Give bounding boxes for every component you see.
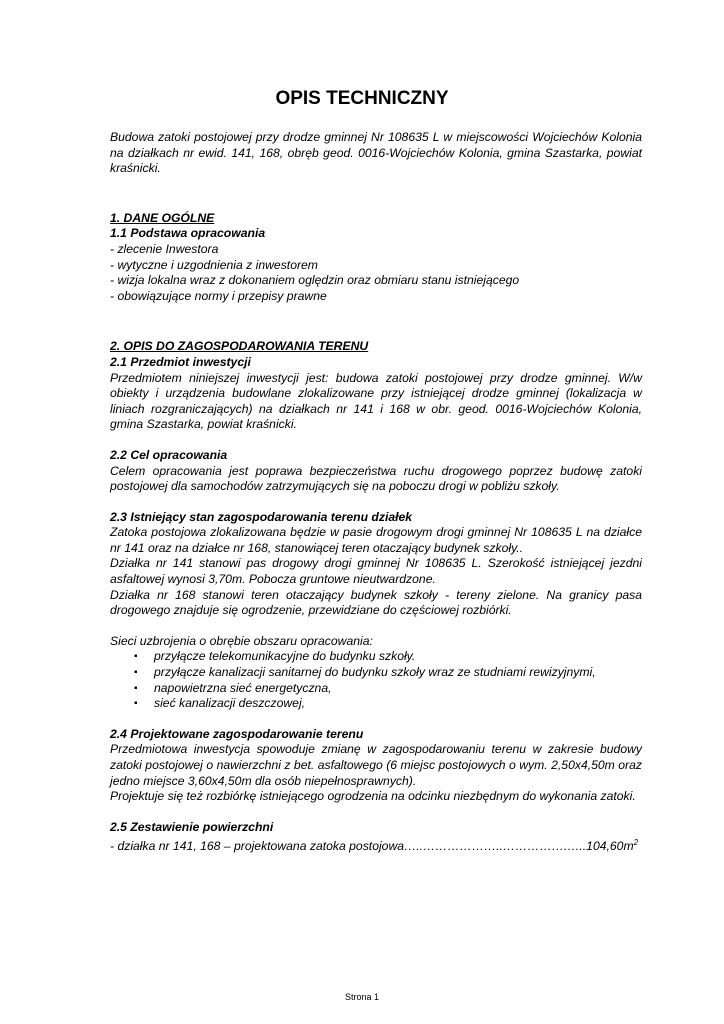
- list-item: ▪ napowietrzna sieć energetyczna,: [134, 680, 332, 695]
- list-item: - obowiązujące normy i przepisy prawne: [110, 288, 327, 303]
- section-2-5-heading: 2.5 Zestawienie powierzchni: [110, 819, 274, 834]
- page-number: Strona 1: [344, 992, 380, 1002]
- area-summary-line: - działka nr 141, 168 – projektowana zatoka $postojowa\dots..\dots\dots\dots\dots\dots\dots..\dots\dots\dots\dots\dots.\dots..104,60m^2$: [110, 838, 639, 854]
- section-2-4-paragraph: Przedmiotowa inwestycja spowoduje zmianę w zagospodarowaniu terenu w zakresie budowy zatoki postojowej o nawierzchni z bet. asfaltowego (6 miejsc postojowych o wym. 2,50x4,50m oraz jedno miejsce 3,60x4,50m dla osób niepełnosprawnych).: [110, 742, 642, 788]
- unit-superscript: 2: [633, 838, 639, 848]
- document-body: [110, 130, 642, 855]
- basis-list: [110, 242, 642, 304]
- bullet-icon: ▪: [134, 698, 138, 710]
- section-2-1-heading: 2.1 Przedmiot inwestycji: [110, 354, 251, 369]
- list-item: ▪ przyłącze kanalizacji sanitarnej do budynku szkoły wraz ze studniami rewizyjnymi,: [134, 665, 596, 680]
- section-2-2-heading: 2.2 Cel opracowania: [110, 447, 228, 462]
- section-2-3-paragraph: Działka nr 168 stanowi teren otaczający budynek szkoły - tereny zielone. Na granicy pasa drogowego znajduje się ogrodzenie, przewidziane do częściowej rozbiórki.: [110, 587, 642, 618]
- section-2-2-text: Celem opracowania jest poprawa bezpieczeństwa ruchu drogowego poprzez budowę zatoki postojowej dla samochodów zatrzymujących się na poboczu drogi w pobliżu szkoły.: [110, 463, 642, 494]
- networks-intro: Sieci uzbrojenia o obrębie obszaru opracowania:: [110, 633, 373, 648]
- bullet-icon: ▪: [134, 667, 138, 679]
- networks-list: [110, 649, 642, 711]
- section-2-heading: 2. OPIS DO ZAGOSPODAROWANIA TERENU: [110, 339, 369, 354]
- intro-paragraph: Budowa zatoki postojowej przy drodze gminnej Nr 108635 L w miejscowości Wojciechów Kolonia na działkach nr ewid. 141, 168, obręb geod. 0016-Wojciechów Kolonia, gmina Szastarka, powiat kraśnicki.: [110, 130, 642, 176]
- section-2-4-paragraph: Projektuje się też rozbiórkę istniejącego ogrodzenia na odcinku niezbędnym do wykonania zatoki.: [110, 789, 636, 804]
- list-item: - wytyczne i uzgodnienia z inwestorem: [110, 257, 318, 272]
- section-2-3-paragraph: Działka nr 141 stanowi pas drogowy drogi gminnej Nr 108635 L. Szerokość istniejącej jezdni asfaltowej wynosi 3,70m. Pobocza gruntowe nieutwardzone.: [110, 556, 642, 587]
- bullet-icon: ▪: [134, 651, 138, 663]
- section-1-heading: 1. DANE OGÓLNE: [110, 210, 215, 225]
- list-item: ▪ przyłącze telekomunikacyjne do budynku szkoły.: [134, 649, 416, 664]
- section-2-3-paragraph: Zatoka postojowa zlokalizowana będzie w pasie drogowym drogi gminnej Nr 108635 L na działce nr 141 oraz na działce nr 168, stanowiącej teren otaczający budynek szkoły..: [110, 525, 642, 555]
- section-2-3-heading: 2.3 Istniejący stan zagospodarowania terenu działek: [110, 509, 413, 524]
- bullet-icon: ▪: [134, 682, 138, 694]
- list-item: - zlecenie Inwestora: [110, 241, 219, 256]
- list-item: - wizja lokalna wraz z dokonaniem oględzin oraz obmiaru stanu istniejącego: [110, 273, 520, 288]
- list-item: ▪ sieć kanalizacji deszczowej,: [134, 696, 306, 711]
- section-2-4-heading: 2.4 Projektowane zagospodarowanie terenu: [110, 726, 364, 741]
- page-title: OPIS TECHNICZNY: [275, 88, 449, 109]
- section-2-1-text: Przedmiotem niniejszej inwestycji jest: budowa zatoki postojowej przy drodze gminnej. W/w obiekty i urządzenia budowlane zlokalizowane przy istniejącej drodze gminnej (lokalizacja w liniach rozgraniczających) na działkach nr 141 i 168 w obr. geod. 0016-Wojciechów Kolonia, gmina Szastarka, powiat kraśnicki.: [110, 370, 642, 432]
- section-1-1-heading: 1.1 Podstawa opracowania: [110, 226, 266, 241]
